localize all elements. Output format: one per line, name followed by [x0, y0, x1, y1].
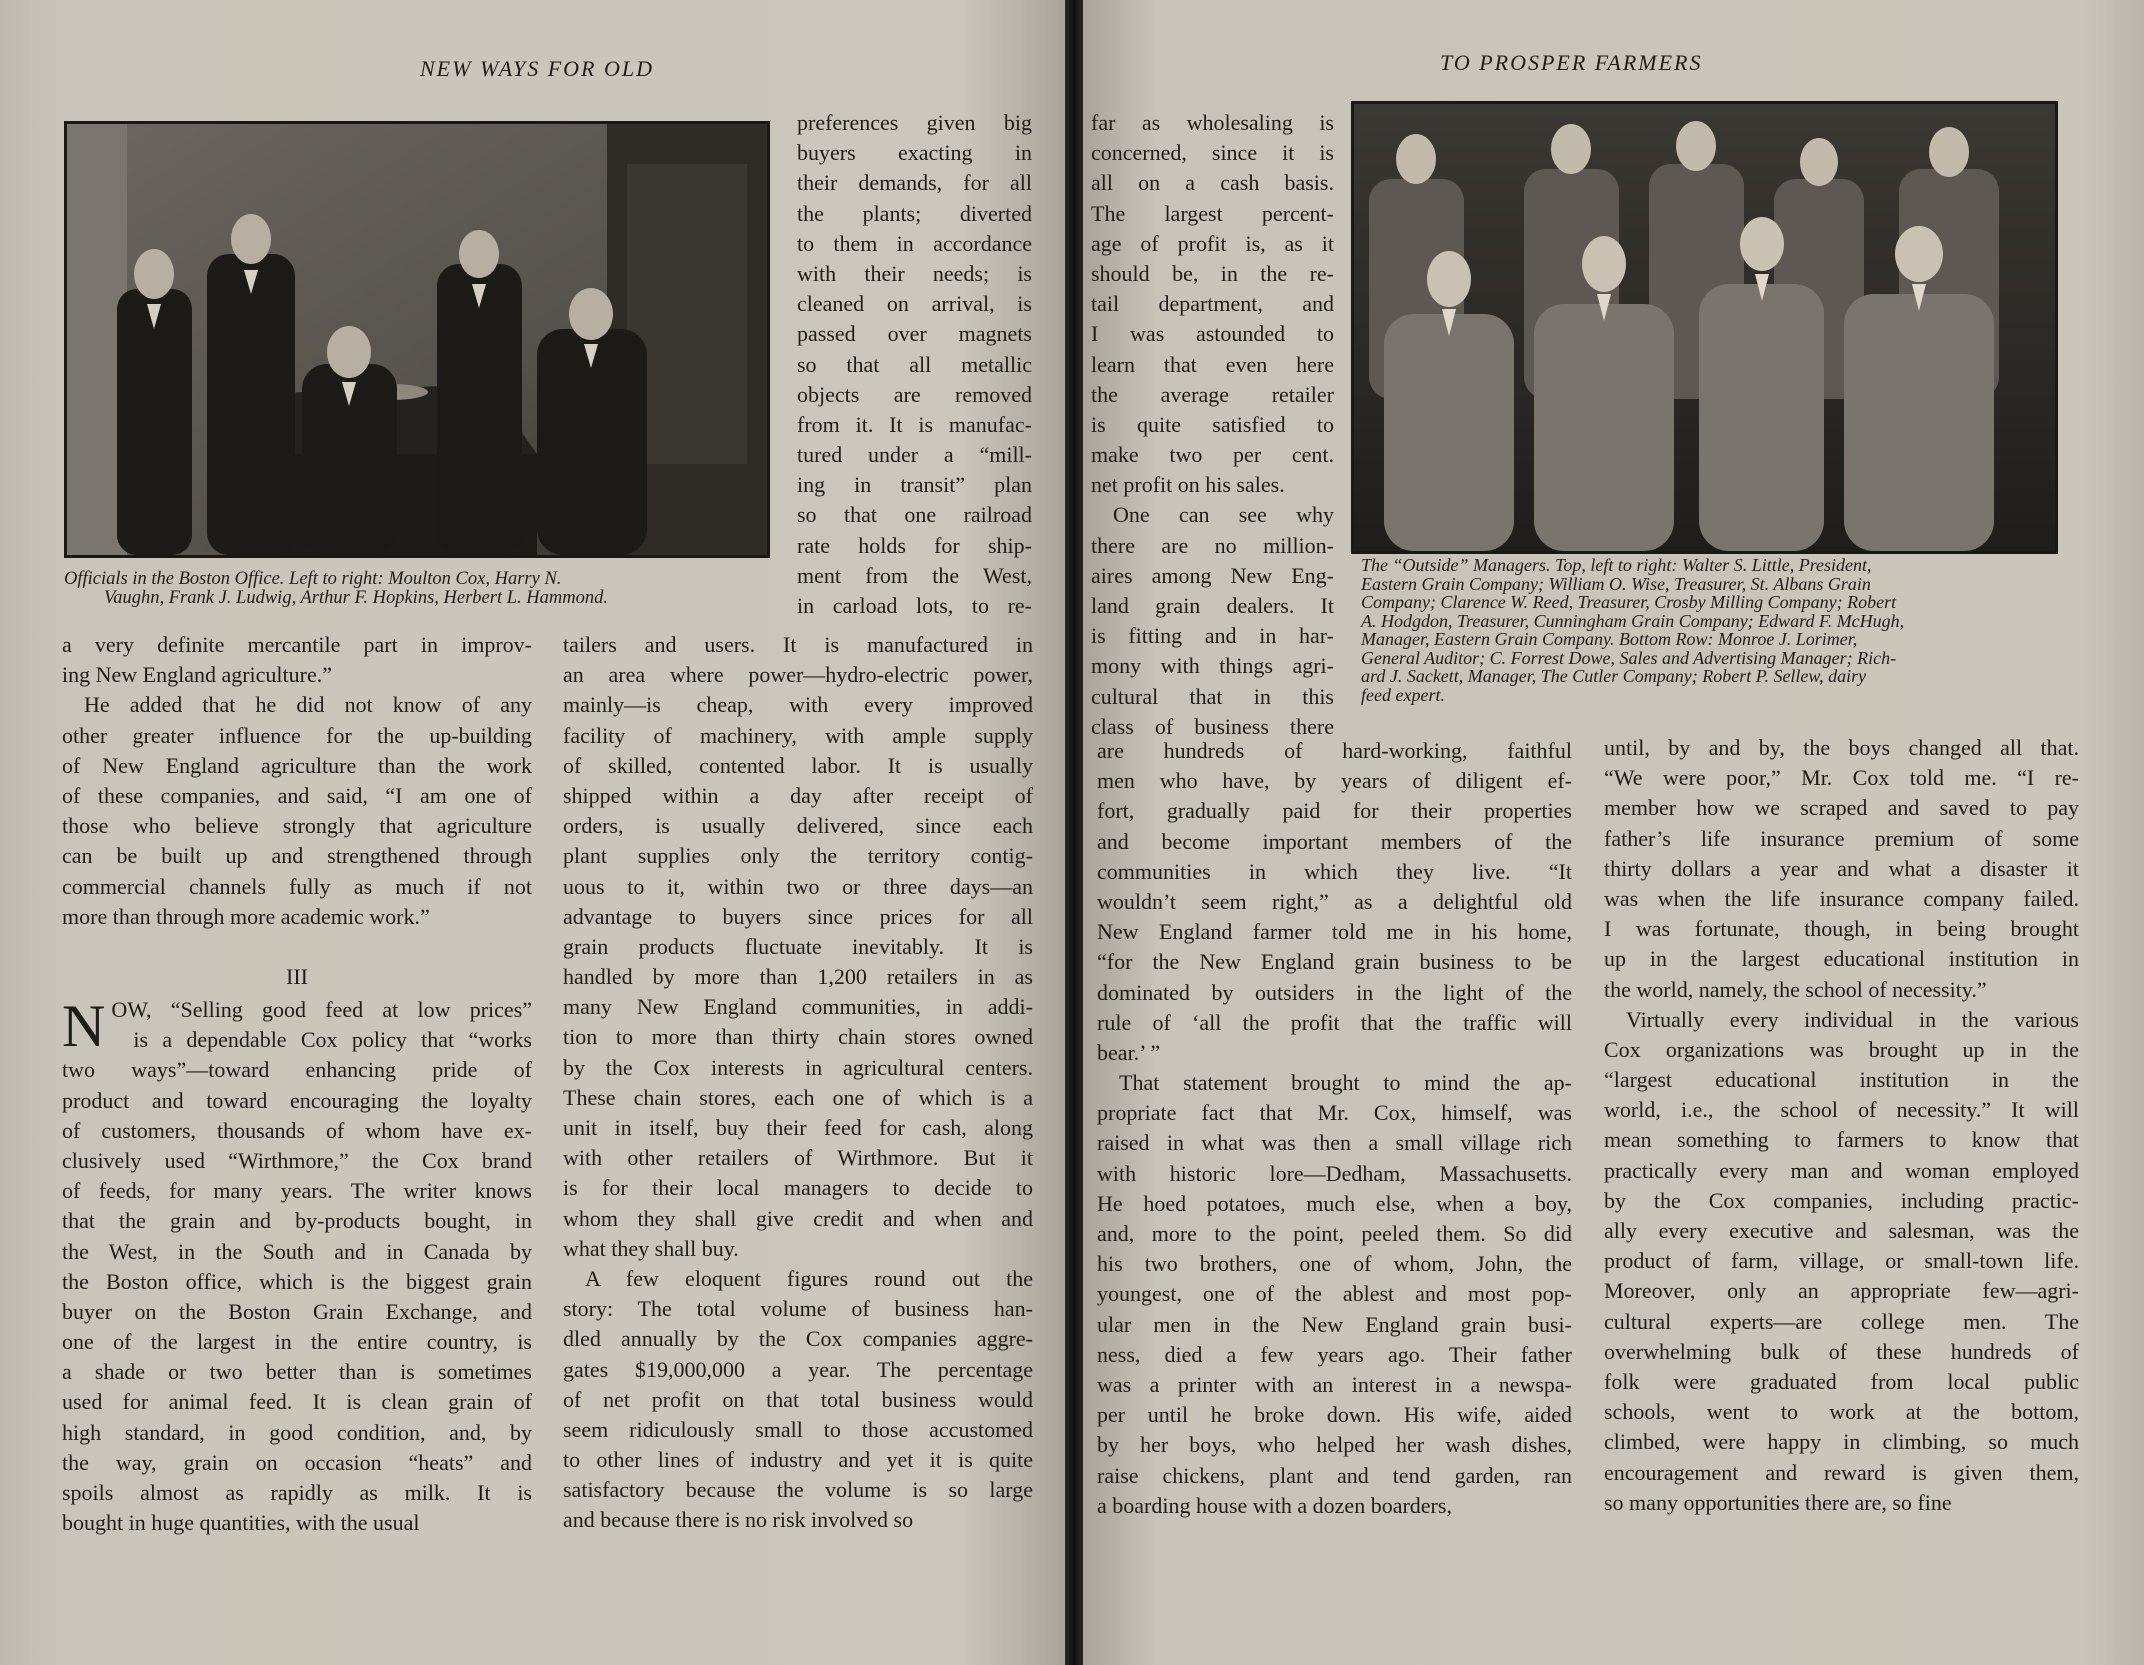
text-line: high standard, in good condition, and, by	[62, 1419, 532, 1445]
text-line: to them in accordance	[797, 230, 1032, 256]
text-line: and become important members of the	[1097, 828, 1572, 854]
text-line: are hundreds of hard-working, faithful	[1097, 738, 1572, 763]
text-line: of feeds, for many years. The writer knows	[62, 1178, 532, 1204]
text-line: whom they shall give credit and when and	[563, 1205, 1033, 1231]
text-line: the way, grain on occasion “heats” and	[62, 1449, 532, 1475]
running-head-left: NEW WAYS FOR OLD	[420, 56, 654, 81]
column-1-top	[62, 630, 532, 932]
text-line: encouragement and reward is given them,	[1604, 1459, 2079, 1485]
column-right-top	[797, 108, 1032, 621]
text-line: story: The total volume of business han-	[563, 1296, 1033, 1322]
text-line: passed over magnets	[797, 321, 1032, 347]
section-number: III	[286, 964, 308, 989]
managers-photo-caption	[1361, 556, 2061, 704]
text-line: overwhelming bulk of these hundreds of	[1604, 1338, 2079, 1364]
text-line: so that one railroad	[797, 502, 1032, 528]
text-line: a shade or two better than is sometimes	[62, 1359, 532, 1385]
text-line: so that all metallic	[797, 351, 1032, 377]
text-line: thirty dollars a year and what a disaster it	[1604, 855, 2079, 881]
text-line: is fitting and in har-	[1091, 623, 1334, 649]
text-line: ing in transit” plan	[797, 472, 1032, 498]
text-line: many New England communities, in addi-	[563, 994, 1033, 1020]
text-line: I was fortunate, though, in being brought	[1604, 916, 2079, 942]
column-1-bottom	[62, 995, 532, 1538]
text-line: up in the largest educational institution in	[1604, 946, 2079, 972]
text-line: bear.’ ”	[1097, 1039, 1161, 1065]
text-line: in carload lots, to re-	[797, 593, 1032, 618]
text-line: all on a cash basis.	[1091, 170, 1334, 196]
text-line: OW, “Selling good feed at low prices”	[111, 997, 532, 1022]
text-line: propriate fact that Mr. Cox, himself, was	[1097, 1100, 1572, 1126]
text-line: seem ridiculously small to those accustomed	[563, 1416, 1033, 1442]
text-line: per until he broke down. His wife, aided	[1097, 1402, 1572, 1428]
drop-cap: N	[62, 993, 106, 1059]
text-line: concerned, since it is	[1091, 140, 1334, 166]
text-line: with their needs; is	[797, 260, 1032, 286]
text-line: rate holds for ship-	[797, 532, 1032, 558]
text-line: their demands, for all	[797, 170, 1032, 196]
text-line: orders, is usually delivered, since each	[563, 813, 1033, 839]
text-line: A few eloquent figures round out the	[585, 1265, 1033, 1291]
text-line: New England farmer told me in his home,	[1097, 919, 1572, 945]
text-line: member how we scraped and saved to pay	[1604, 795, 2079, 821]
text-line: He added that he did not know of any	[84, 692, 532, 718]
text-line: youngest, one of the ablest and most pop-	[1097, 1281, 1572, 1307]
text-line: cultural that in this	[1091, 683, 1334, 709]
text-line: grain products fluctuate inevitably. It is	[563, 933, 1033, 959]
text-line: from it. It is manufac-	[797, 411, 1032, 437]
text-line: is quite satisfied to	[1091, 411, 1334, 437]
text-line: These chain stores, each one of which is a	[563, 1084, 1033, 1110]
text-line: uous to it, within two or three days—an	[563, 873, 1033, 899]
text-line: the Boston office, which is the biggest grain	[62, 1268, 532, 1294]
text-line: ular men in the New England grain busi-	[1097, 1311, 1572, 1337]
text-line: a boarding house with a dozen boarders,	[1097, 1492, 1452, 1518]
text-line: so many opportunities there are, so fine	[1604, 1489, 1952, 1515]
text-line: of these companies, and said, “I am one of	[62, 782, 532, 808]
text-line: by the Cox interests in agricultural centers.	[563, 1054, 1033, 1080]
text-line: That statement brought to mind the ap-	[1119, 1070, 1572, 1096]
caption-line: Vaughn, Frank J. Ludwig, Arthur F. Hopkins, Herbert L. Hammond.	[104, 588, 608, 608]
text-line: men who have, by years of diligent ef-	[1097, 768, 1572, 794]
running-head-right: TO PROSPER FARMERS	[1440, 50, 1703, 75]
text-line: product of farm, village, or small-town life.	[1604, 1248, 2079, 1274]
text-line: that the grain and by-products bought, in	[62, 1208, 532, 1234]
text-line: raised in what was then a small village rich	[1097, 1130, 1572, 1156]
text-line: two ways”—toward enhancing pride of	[62, 1057, 532, 1083]
text-line: father’s life insurance premium of some	[1604, 825, 2079, 851]
text-line: land grain dealers. It	[1091, 593, 1334, 618]
text-line: tion to more than thirty chain stores owned	[563, 1024, 1033, 1050]
text-line: until, by and by, the boys changed all that.	[1604, 735, 2079, 760]
text-line: “largest educational institution in the	[1604, 1067, 2079, 1093]
caption-line: Eastern Grain Company; William O. Wise, Treasurer, St. Albans Grain	[1361, 573, 1871, 594]
text-line: raise chickens, plant and tend garden, ran	[1097, 1462, 1572, 1488]
caption-line: Officials in the Boston Office. Left to right: Moulton Cox, Harry N.	[64, 569, 562, 589]
text-line: can be built up and strengthened through	[62, 843, 532, 869]
caption-line: Manager, Eastern Grain Company. Bottom Row: Monroe J. Lorimer,	[1361, 629, 1858, 649]
text-line: tailers and users. It is manufactured in	[563, 632, 1033, 657]
text-line: product and toward encouraging the loyalty	[62, 1087, 532, 1113]
text-line: of net profit on that total business would	[563, 1386, 1033, 1412]
book-spine	[1065, 0, 1083, 1665]
text-line: is a dependable Cox policy that “works	[133, 1027, 532, 1053]
text-line: wouldn’t seem right,” as a delightful old	[1097, 888, 1572, 914]
managers-photo	[1351, 101, 2058, 554]
text-line: Virtually every individual in the various	[1626, 1006, 2079, 1032]
text-line: tured under a “mill-	[797, 442, 1032, 468]
text-line: mony with things agri-	[1091, 653, 1334, 679]
text-line: ness, died a few years ago. Their father	[1097, 1341, 1572, 1367]
text-line: aires among New Eng-	[1091, 562, 1334, 588]
caption-line: ard J. Sackett, Manager, The Cutler Company; Robert P. Sellew, dairy	[1361, 666, 1867, 686]
text-line: make two per cent.	[1091, 442, 1334, 468]
text-line: by her boys, who helped her wash dishes,	[1097, 1432, 1572, 1458]
text-line: by the Cox companies, including practic-	[1604, 1187, 2079, 1213]
text-line: ally every executive and salesman, was the	[1604, 1218, 2079, 1243]
text-line: cleaned on arrival, is	[797, 291, 1032, 317]
text-line: more than through more academic work.”	[62, 903, 430, 929]
text-line: of customers, thousands of whom have ex-	[62, 1117, 532, 1143]
text-line: dominated by outsiders in the light of the	[1097, 979, 1572, 1005]
caption-line: General Auditor; C. Forrest Dowe, Sales and Advertising Manager; Rich-	[1361, 647, 1897, 668]
text-line: clusively used “Wirthmore,” the Cox brand	[62, 1147, 532, 1173]
right-page	[1083, 0, 2144, 1665]
boston-photo-caption	[64, 570, 774, 608]
text-line: mainly—is cheap, with every improved	[563, 692, 1033, 718]
text-line: preferences given big	[797, 110, 1032, 135]
column-3	[1097, 736, 1572, 1521]
text-line: rule of ‘all the profit that the traffic will	[1097, 1009, 1572, 1035]
text-line: shipped within a day after receipt of	[563, 782, 1033, 808]
text-line: Moreover, only an appropriate few—agri-	[1604, 1278, 2079, 1304]
text-line: ing New England agriculture.”	[62, 662, 333, 688]
text-line: is for their local managers to decide to	[563, 1175, 1033, 1201]
text-line: buyers exacting in	[797, 140, 1032, 166]
text-line: bought in huge quantities, with the usual	[62, 1510, 420, 1536]
text-line: with historic lore—Dedham, Massachusetts.	[1097, 1160, 1572, 1186]
text-line: practically every man and woman employed	[1604, 1157, 2079, 1183]
column-left-top	[1091, 108, 1334, 742]
text-line: should be, in the re-	[1091, 260, 1334, 286]
text-line: what they shall buy.	[563, 1235, 739, 1261]
text-line: the West, in the South and in Canada by	[62, 1238, 532, 1264]
text-line: an area where power—hydro-electric power,	[563, 662, 1033, 688]
text-line: commercial channels fully as much if not	[62, 873, 532, 899]
text-line: Cox organizations was brought up in the	[1604, 1036, 2079, 1062]
text-line: “We were poor,” Mr. Cox told me. “I re-	[1604, 765, 2079, 791]
text-line: net profit on his sales.	[1091, 472, 1285, 498]
text-line: objects are removed	[797, 381, 1032, 407]
text-line: spoils almost as rapidly as milk. It is	[62, 1480, 532, 1505]
text-line: One can see why	[1113, 502, 1334, 528]
text-line: far as wholesaling is	[1091, 110, 1334, 135]
text-line: schools, went to work at the bottom,	[1604, 1399, 2079, 1425]
caption-line: feed expert.	[1361, 684, 1445, 705]
text-line: there are no million-	[1091, 532, 1334, 558]
text-line: dled annually by the Cox companies aggre-	[563, 1326, 1033, 1352]
text-line: unit in itself, buy their feed for cash, along	[563, 1115, 1033, 1140]
column-4	[1604, 733, 2079, 1518]
left-page	[0, 0, 1065, 1665]
text-line: mean something to farmers to know that	[1604, 1127, 2079, 1153]
text-line: facility of machinery, with ample supply	[563, 722, 1033, 748]
text-line: a very definite mercantile part in improv-	[62, 632, 532, 657]
text-line: the average retailer	[1091, 381, 1334, 407]
text-line: was a printer with an interest in a newspa-	[1097, 1371, 1572, 1397]
text-line: his two brothers, one of whom, John, the	[1097, 1251, 1572, 1277]
text-line: and, more to the point, peeled them. So did	[1097, 1221, 1572, 1246]
text-line: other greater influence for the up-building	[62, 722, 532, 748]
text-line: communities in which they live. “It	[1097, 858, 1572, 884]
text-line: I was astounded to	[1091, 321, 1334, 347]
text-line: tail department, and	[1091, 291, 1334, 317]
text-line: learn that even here	[1091, 351, 1334, 377]
text-line: those who believe strongly that agriculture	[62, 813, 532, 839]
text-line: folk were graduated from local public	[1604, 1368, 2079, 1394]
text-line: advantage to buyers since prices for all	[563, 903, 1033, 929]
text-line: of skilled, contented labor. It is usually	[563, 752, 1033, 778]
text-line: world, i.e., the school of necessity.” It will	[1604, 1097, 2079, 1123]
text-line: cultural experts—are college men. The	[1604, 1308, 2079, 1334]
text-line: used for animal feed. It is clean grain of	[62, 1389, 532, 1415]
text-line: of New England agriculture than the work	[62, 752, 532, 778]
text-line: one of the largest in the entire country, is	[62, 1329, 532, 1355]
text-line: buyer on the Boston Grain Exchange, and	[62, 1298, 532, 1324]
caption-line: The “Outside” Managers. Top, left to right: Walter S. Little, President,	[1361, 555, 1872, 575]
text-line: age of profit is, as it	[1091, 230, 1334, 256]
text-line: with other retailers of Wirthmore. But it	[563, 1145, 1033, 1171]
text-line: He hoed potatoes, much else, when a boy,	[1097, 1190, 1572, 1216]
text-line: The largest percent-	[1091, 200, 1334, 226]
text-line: handled by more than 1,200 retailers in as	[563, 964, 1033, 990]
text-line: and because there is no risk involved so	[563, 1507, 914, 1533]
caption-line: Company; Clarence W. Reed, Treasurer, Crosby Milling Company; Robert	[1361, 592, 1897, 612]
column-2	[563, 630, 1033, 1536]
text-line: was when the life insurance company failed.	[1604, 885, 2079, 911]
text-line: class of business there	[1091, 713, 1334, 739]
boston-officials-photo	[64, 121, 770, 558]
text-line: the world, namely, the school of necessity.”	[1604, 976, 1987, 1002]
text-line: fort, gradually paid for their properties	[1097, 798, 1572, 824]
text-line: the plants; diverted	[797, 200, 1032, 226]
text-line: satisfactory because the volume is so large	[563, 1477, 1033, 1503]
text-line: climbed, were happy in climbing, so much	[1604, 1429, 2079, 1455]
section-heading	[62, 962, 532, 992]
text-line: “for the New England grain business to be	[1097, 949, 1572, 975]
text-line: plant supplies only the territory contig-	[563, 843, 1033, 869]
caption-line: A. Hodgdon, Treasurer, Cunningham Grain Company; Edward F. McHugh,	[1361, 610, 1905, 631]
text-line: gates $19,000,000 a year. The percentage	[563, 1356, 1033, 1382]
text-line: ment from the West,	[797, 562, 1032, 588]
text-line: to other lines of industry and yet it is quite	[563, 1447, 1033, 1473]
